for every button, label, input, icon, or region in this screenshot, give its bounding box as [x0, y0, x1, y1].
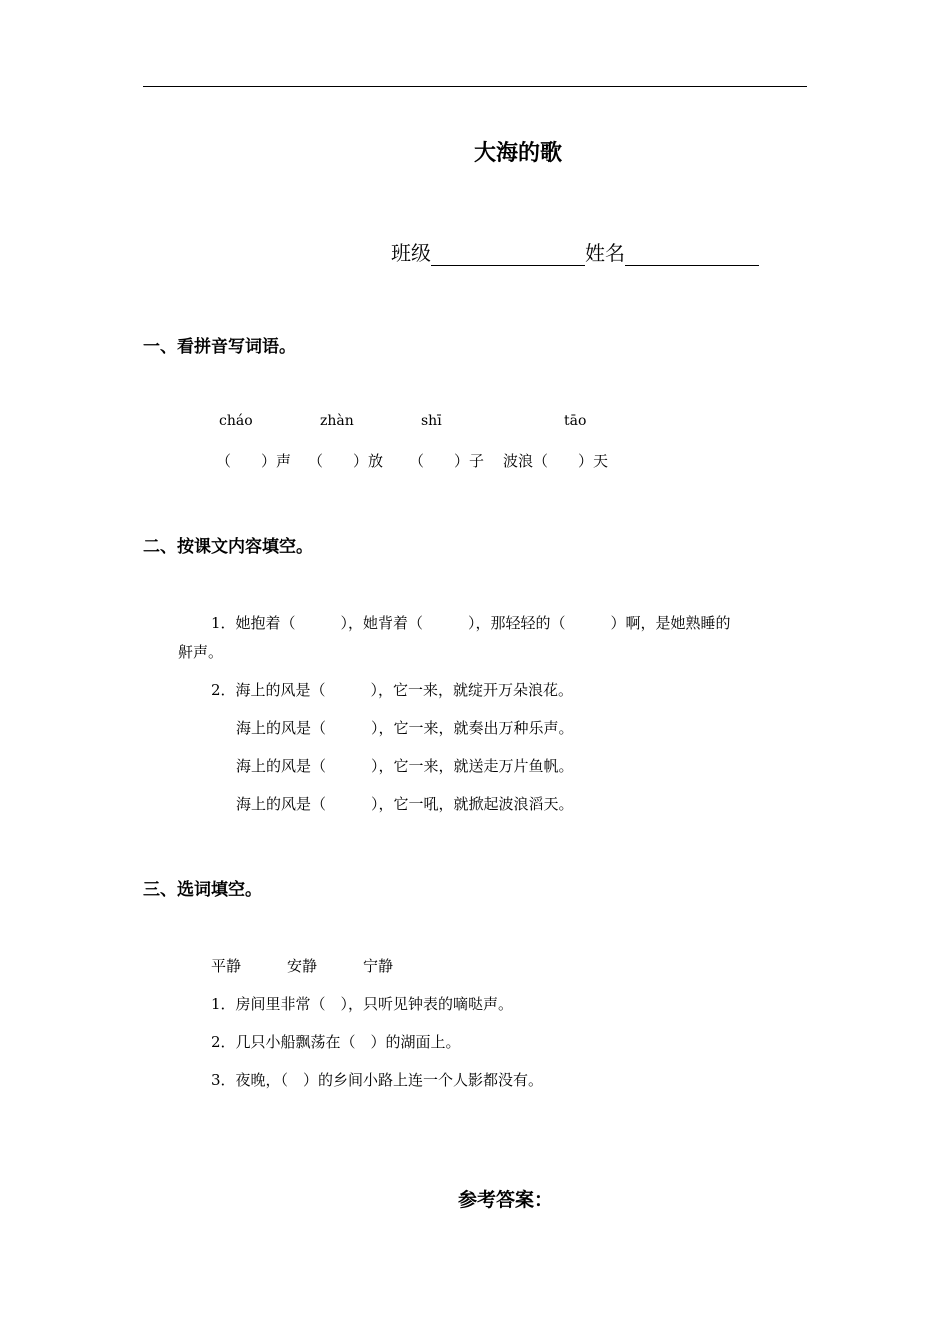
name-label: 姓名: [585, 241, 625, 265]
student-info: [391, 237, 759, 266]
header-rule: [143, 86, 807, 87]
word-item-4: 波浪（ ）天: [503, 452, 609, 470]
q1-line1: 1．她抱着（ ），她背着（ ），那轻轻的（ ）啊，是她熟睡的: [211, 614, 731, 632]
choice-item-2: 2．几只小船飘荡在（ ）的湖面上。: [211, 1033, 461, 1051]
pinyin-1: cháo: [219, 413, 253, 429]
q2-line2: 海上的风是（ ），它一来，就奏出万种乐声。: [236, 719, 574, 737]
pinyin-4: tāo: [564, 413, 587, 429]
word-item-3: （ ）子: [409, 452, 485, 470]
q1-line2: 鼾声。: [178, 643, 224, 661]
word-item-2: （ ）放: [308, 452, 384, 470]
q2-line3: 海上的风是（ ），它一来，就送走万片鱼帆。: [236, 757, 574, 775]
word-choice-2: 安静: [287, 957, 318, 975]
section2-heading: 二、按课文内容填空。: [143, 537, 313, 557]
q2-line4: 海上的风是（ ），它一吼，就掀起波浪滔天。: [236, 795, 574, 813]
section3-heading: 三、选词填空。: [143, 880, 262, 900]
word-item-1: （ ）声: [216, 452, 292, 470]
class-blank[interactable]: [431, 243, 585, 266]
section1-heading: 一、看拼音写词语。: [143, 337, 296, 357]
answer-heading: 参考答案：: [458, 1189, 554, 1211]
word-choice-3: 宁静: [363, 957, 394, 975]
q2-line1: 2．海上的风是（ ），它一来，就绽开万朵浪花。: [211, 681, 574, 699]
pinyin-3: shī: [421, 413, 442, 429]
page-title: 大海的歌: [473, 140, 562, 166]
pinyin-2: zhàn: [320, 413, 354, 429]
choice-item-1: 1．房间里非常（ ），只听见钟表的嘀哒声。: [211, 995, 514, 1013]
name-blank[interactable]: [625, 243, 759, 266]
word-choice-1: 平静: [211, 957, 242, 975]
class-label: 班级: [391, 241, 431, 265]
choice-item-3: 3．夜晚，（ ）的乡间小路上连一个人影都没有。: [211, 1071, 544, 1089]
